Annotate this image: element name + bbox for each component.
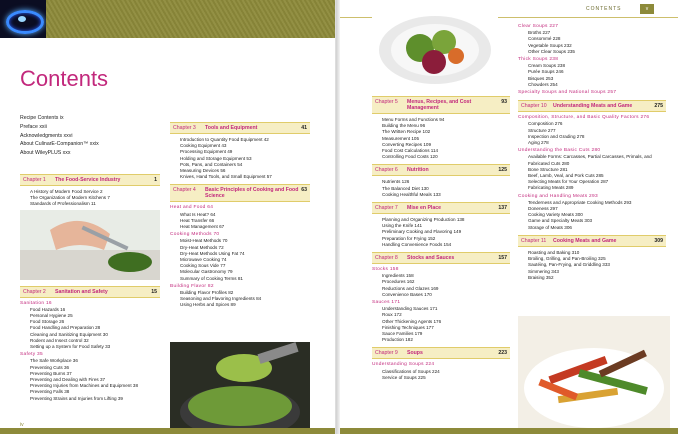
page-number: iv (20, 422, 24, 428)
header-banner (0, 0, 335, 38)
toc-entry[interactable]: Converting Recipes 109 (382, 141, 432, 147)
footer-bar (0, 428, 336, 434)
toc-entry[interactable]: Heat Transfer 66 (180, 217, 215, 223)
chapter-heading[interactable] (518, 235, 666, 247)
running-head: CONTENTS (586, 6, 622, 12)
chapter-title: Tools and Equipment (205, 125, 258, 131)
toc-entry[interactable]: Dry-Heat Methods Using Fat 74 (180, 250, 245, 256)
toc-entry[interactable]: Summary of Cooking Terms 81 (180, 275, 243, 281)
section-heading[interactable]: Stocks 158 (372, 267, 399, 273)
toc-entry[interactable]: Planning and Organizing Production 138 (382, 217, 465, 223)
toc-entry[interactable]: Inspection and Grading 278 (528, 133, 585, 139)
toc-entry[interactable]: Introduction to Quantity Food Equipment 42 (180, 137, 269, 142)
toc-entry[interactable]: Preventing Cuts 36 (30, 364, 70, 370)
chapter-page: 223 (498, 350, 507, 357)
section-heading[interactable]: Heat and Food 64 (170, 205, 214, 211)
section-heading[interactable]: Sauces 171 (372, 300, 401, 306)
section-heading[interactable]: Building Flavor 82 (170, 283, 214, 289)
section-heading[interactable]: Safety 35 (20, 352, 43, 358)
chapter-number: Chapter 9 (375, 350, 398, 357)
chapter-number: Chapter 2 (23, 288, 46, 295)
chapter-page: 1 (154, 177, 157, 183)
toc-entry[interactable]: Consommé 228 (528, 36, 561, 42)
chapter-title: Mise en Place (407, 205, 442, 212)
chapter-title: The Food-Service Industry (55, 177, 121, 183)
toc-entry[interactable]: Other Thickening Agents 176 (382, 318, 442, 324)
toc-entry[interactable]: Building the Menu 96 (382, 123, 426, 129)
section-heading[interactable]: Cooking and Handling Meats 293 (518, 193, 598, 199)
toc-entry[interactable]: Tenderness and Appropriate Cooking Methods 293 (528, 199, 632, 205)
chapter-heading[interactable] (372, 164, 510, 176)
toc-entry[interactable]: Preventing Falls 38 (30, 389, 70, 395)
section-heading[interactable]: Composition, Structure, and Basic Quality Factors 276 (518, 115, 650, 121)
toc-entry[interactable]: Food Cost Calculations 114 (382, 148, 439, 154)
toc-entry[interactable]: Bisques 253 (528, 75, 554, 81)
chapter-number: Chapter 5 (375, 99, 398, 105)
toc-entry[interactable]: Sauce Families 179 (382, 331, 423, 337)
toc-entry[interactable]: Understanding Sauces 171 (382, 306, 438, 312)
chapter-heading[interactable] (372, 202, 510, 214)
burner-flame-image (0, 0, 46, 38)
chapter-heading[interactable] (518, 100, 666, 112)
section-heading[interactable]: Understanding the Basic Cuts 280 (518, 148, 601, 154)
salad-plate-photo (372, 8, 498, 88)
toc-entry[interactable]: Cream Soups 238 (528, 63, 566, 69)
toc-entry[interactable]: Broths 227 (528, 30, 551, 36)
chapter-page: 41 (301, 125, 307, 131)
toc-entry[interactable]: Aging 278 (528, 140, 549, 146)
toc-entry[interactable]: Game and Specialty Meats 303 (528, 218, 593, 224)
toc-column-left-2 (170, 118, 310, 309)
toc-entry[interactable]: Measurement 105 (382, 135, 420, 141)
toc-entry[interactable]: Beef, Lamb, Veal, and Pork Cuts 285 (528, 173, 604, 179)
chapter-heading[interactable] (20, 286, 160, 298)
toc-entry[interactable]: Using the Knife 141 (382, 223, 423, 229)
toc-entry[interactable]: Handling Convenience Foods 154 (382, 241, 452, 247)
toc-entry[interactable]: Measuring Devices 56 (180, 168, 226, 174)
chapter-page: 309 (654, 237, 663, 244)
toc-entry[interactable]: Bone Structure 281 (528, 166, 568, 172)
toc-entry[interactable]: Processing Equipment 49 (180, 149, 233, 155)
chapter-title: Nutrition (407, 167, 429, 174)
chapter-number: Chapter 8 (375, 255, 398, 262)
stir-fry-plate-photo (518, 316, 670, 434)
section-heading[interactable]: Thick Soups 238 (518, 57, 559, 63)
toc-entry[interactable]: Storage of Meats 306 (528, 224, 572, 230)
chapter-page: 125 (498, 167, 507, 174)
toc-column-right-1 (372, 92, 510, 381)
chapter-number: Chapter 10 (521, 103, 547, 110)
toc-entry[interactable]: Cooking Variety Meats 300 (528, 212, 583, 218)
front-matter-list (20, 114, 99, 158)
chapter-page: 15 (151, 288, 157, 295)
toc-entry[interactable]: Standards of Professionalism 11 (30, 201, 96, 207)
toc-column-right-2 (518, 22, 666, 281)
toc-entry[interactable]: Preliminary Cooking and Flavoring 149 (382, 229, 462, 235)
toc-entry[interactable]: Roasting and Baking 310 (528, 249, 580, 255)
chapter-title: Cooking Meats and Game (553, 237, 617, 244)
front-matter-item[interactable]: About CulinarE-Companion™ xxix (20, 141, 99, 148)
chapter-number: Chapter 4 (173, 187, 196, 194)
chapter-title: Sanitation and Safety (55, 288, 108, 295)
toc-entry[interactable]: Simmering 343 (528, 268, 559, 274)
chapter-heading[interactable] (20, 174, 160, 186)
toc-entry[interactable]: Seasoning and Flavoring Ingredients 84 (180, 296, 262, 302)
chapter-heading[interactable] (372, 96, 510, 114)
toc-entry[interactable]: Cooking Equipment 43 (180, 143, 227, 149)
chapter-page: 275 (654, 103, 663, 110)
toc-entry[interactable]: Preventing Injuries from Machines and Equipment 38 (30, 383, 139, 389)
toc-entry[interactable]: Convenience Bases 170 (382, 291, 432, 297)
toc-entry[interactable]: Holding and Storage Equipment 53 (180, 155, 252, 161)
section-heading[interactable]: Cooking Methods 70 (170, 232, 220, 238)
toc-entry[interactable]: Dry-Heat Methods 72 (180, 244, 224, 250)
chapter-title: Soups (407, 350, 423, 357)
toc-entry[interactable]: Heat Management 67 (180, 224, 225, 230)
toc-entry[interactable]: Chowders 254 (528, 81, 558, 87)
chapter-number: Chapter 7 (375, 205, 398, 212)
front-matter-item[interactable]: Recipe Contents ix (20, 115, 64, 121)
chapter-page: 63 (301, 187, 307, 194)
section-heading[interactable]: Clear Soups 227 (518, 24, 559, 29)
front-matter-item[interactable]: Preface xxii (20, 123, 47, 130)
toc-entry[interactable]: A History of Modern Food Service 2 (30, 189, 103, 194)
toc-entry[interactable]: Reductions and Glazes 169 (382, 285, 439, 291)
front-matter-item[interactable]: About WileyPLUS xxx (20, 150, 71, 157)
toc-entry[interactable]: Cooking Sous Vide 77 (180, 263, 226, 269)
chapter-title: Basic Principles of Cooking and Food Science (205, 187, 299, 200)
toc-entry[interactable]: Broiling, Grilling, and Pan-Broiling 325 (528, 256, 606, 262)
chopping-herbs-photo (20, 210, 160, 280)
toc-entry[interactable]: Other Clear Soups 235 (528, 48, 575, 54)
toc-entry[interactable]: Roux 172 (382, 312, 402, 318)
toc-entry[interactable]: Cooking Healthful Meals 133 (382, 191, 441, 197)
section-heading[interactable]: Specialty Soups and National Soups 257 (518, 90, 617, 96)
page-title: Contents (20, 66, 109, 91)
toc-entry[interactable]: Preparation for Frying 152 (382, 235, 436, 241)
chapter-page: 137 (498, 205, 507, 212)
page-number: v (640, 4, 654, 14)
toc-entry[interactable]: Menu Forms and Functions 94 (382, 117, 445, 122)
toc-column-left-1 (20, 170, 160, 402)
toc-entry[interactable]: Personal Hygiene 25 (30, 313, 73, 319)
toc-entry[interactable]: The Organization of Modern Kitchens 7 (30, 195, 110, 201)
toc-entry[interactable]: Setting up a System for Food Safety 33 (30, 344, 111, 350)
toc-entry[interactable]: Procedures 162 (382, 279, 415, 285)
chapter-heading[interactable] (372, 252, 510, 264)
chapter-heading[interactable] (372, 347, 510, 359)
toc-entry[interactable]: Moist-Heat Methods 70 (180, 238, 228, 244)
toc-entry[interactable]: Service of Soups 225 (382, 374, 426, 380)
chapter-number: Chapter 1 (23, 177, 46, 183)
toc-entry[interactable]: Braising 352 (528, 274, 554, 280)
footer-bar-right (340, 428, 678, 434)
toc-entry[interactable]: Food Hazards 16 (30, 306, 66, 312)
toc-entry[interactable]: Molecular Gastronomy 79 (180, 269, 233, 275)
chapter-title: Menus, Recipes, and Cost Management (407, 99, 472, 111)
toc-entry[interactable]: The Safe Workplace 36 (30, 358, 78, 364)
toc-entry[interactable]: Preventing Strains and Injuries from Lifting 39 (30, 395, 123, 401)
toc-entry[interactable]: Purée Soups 246 (528, 69, 564, 75)
toc-entry[interactable]: Production 182 (382, 337, 413, 343)
toc-entry[interactable]: Building Flavor Profiles 82 (180, 290, 234, 296)
toc-entry[interactable]: Food Storage 26 (30, 319, 65, 325)
peas-pot-photo (170, 342, 310, 434)
toc-entry[interactable]: What Is Heat? 64 (180, 211, 216, 217)
toc-entry[interactable]: Ingredients 158 (382, 273, 414, 279)
toc-entry[interactable]: Selecting Meats for Your Operation 287 (528, 179, 609, 185)
chapter-heading[interactable] (170, 184, 310, 202)
section-heading[interactable]: Understanding Soups 224 (372, 362, 435, 368)
section-heading[interactable]: Sanitation 16 (20, 300, 52, 306)
front-matter-item[interactable]: Acknowledgments xxvi (20, 132, 73, 139)
toc-entry[interactable]: Vegetable Soups 232 (528, 42, 572, 48)
chapter-page: 93 (501, 99, 507, 105)
toc-entry[interactable]: Microwave Cooking 74 (180, 257, 227, 263)
toc-entry[interactable]: Fabricating Meats 289 (528, 185, 574, 191)
toc-entry[interactable]: The Written Recipe 102 (382, 129, 431, 135)
toc-entry[interactable]: Preventing and Dealing with Fires 37 (30, 377, 106, 383)
toc-entry[interactable]: Knives, Hand Tools, and Small Equipment 57 (180, 174, 272, 180)
toc-entry[interactable]: Structure 277 (528, 127, 556, 133)
chapter-heading[interactable] (170, 122, 310, 134)
toc-entry[interactable]: Controlling Food Costs 120 (382, 154, 438, 160)
toc-entry[interactable]: Classifications of Soups 224 (382, 368, 440, 374)
toc-entry[interactable]: Cleaning and Sanitizing Equipment 30 (30, 331, 108, 337)
toc-entry[interactable]: The Balanced Diet 130 (382, 185, 429, 191)
chapter-number: Chapter 11 (521, 237, 547, 244)
toc-entry[interactable]: Preventing Burns 37 (30, 370, 72, 376)
chapter-title: Understanding Meats and Game (553, 103, 633, 110)
toc-entry[interactable]: Pots, Pans, and Containers 54 (180, 161, 243, 167)
toc-entry[interactable]: Composition 276 (528, 121, 563, 127)
toc-entry[interactable]: Available Forms: Carcasses, Partial Carcasses, Primals, and Fabricated Cuts 280 (528, 154, 652, 166)
toc-entry[interactable]: Doneness 297 (528, 206, 558, 212)
chapter-number: Chapter 3 (173, 125, 196, 131)
toc-entry[interactable]: Rodent and Insect control 32 (30, 337, 89, 343)
toc-entry[interactable]: Sautéing, Pan-Frying, and Griddling 333 (528, 262, 610, 268)
chapter-number: Chapter 6 (375, 167, 398, 174)
toc-entry[interactable]: Food Handling and Preparation 28 (30, 325, 101, 331)
toc-entry[interactable]: Nutrients 126 (382, 179, 410, 185)
chapter-page: 157 (498, 255, 507, 262)
chapter-title: Stocks and Sauces (407, 255, 455, 262)
toc-entry[interactable]: Using Herbs and Spices 89 (180, 302, 236, 308)
toc-entry[interactable]: Finishing Techniques 177 (382, 324, 434, 330)
